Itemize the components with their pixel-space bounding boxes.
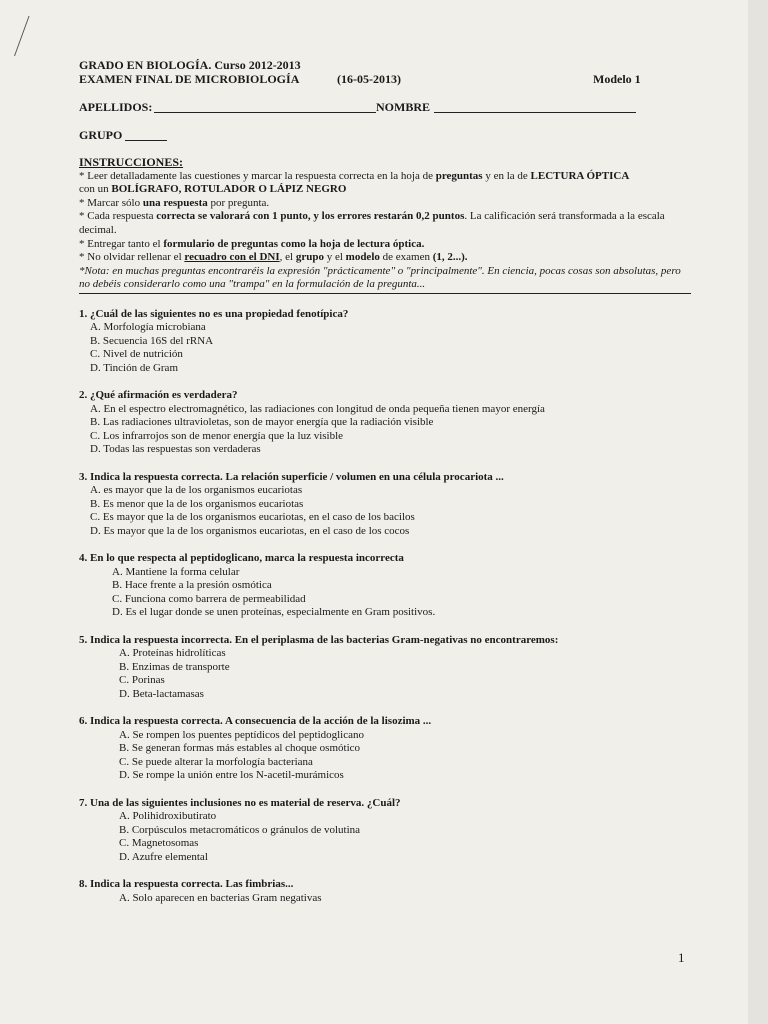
grupo-field[interactable]: [125, 140, 167, 141]
grupo-label: GRUPO: [79, 128, 123, 142]
exam-date: (16-05-2013): [337, 72, 401, 86]
answer-option[interactable]: A. es mayor que la de los organismos eucariotas: [90, 484, 303, 497]
divider-line: [79, 293, 691, 294]
answer-option[interactable]: C. Se puede alterar la morfología bacteriana: [119, 755, 313, 768]
question-6: [79, 715, 689, 783]
answer-option[interactable]: A. Se rompen los puentes peptídicos del peptidoglicano: [119, 728, 365, 741]
nombre-label: NOMBRE: [376, 100, 430, 114]
answer-option[interactable]: B. Hace frente a la presión osmótica: [112, 579, 272, 592]
answer-option[interactable]: D. Beta-lactamasas: [119, 687, 204, 700]
question-text: 2. ¿Qué afirmación es verdadera?: [79, 389, 238, 402]
instructions: [79, 156, 689, 292]
answer-option[interactable]: A. Morfología microbiana: [90, 321, 206, 334]
name-fields: [79, 100, 689, 116]
instruction-4: * Entregar tanto el formulario de preguntas como la hoja de lectura óptica.: [79, 237, 425, 250]
grupo-row: [79, 128, 689, 144]
answer-option[interactable]: A. Proteínas hidrolíticas: [119, 647, 226, 660]
apellidos-field[interactable]: [154, 112, 376, 113]
answer-option[interactable]: C. Es mayor que la de los organismos eucariotas, en el caso de los bacilos: [90, 511, 415, 524]
answer-option[interactable]: A. En el espectro electromagnético, las radiaciones con longitud de onda pequeña tienen mayor energía: [90, 402, 545, 415]
question-4: [79, 552, 689, 620]
instructions-note: *Nota: en muchas preguntas encontraréis la expresión "prácticamente" o "principalmente". En ciencia, pocas cosas son absolutas, pero no debéis considerarlo como una "trampa" en la formulación de la pregunta...: [79, 264, 681, 291]
instruction-2: * Marcar sólo una respuesta por pregunta.: [79, 196, 270, 209]
question-text: 4. En lo que respecta al peptidoglicano, marca la respuesta incorrecta: [79, 552, 404, 565]
answer-option[interactable]: D. Es el lugar donde se unen proteínas, especialmente en Gram positivos.: [112, 606, 436, 619]
header-line1: GRADO EN BIOLOGÍA. Curso 2012-2013: [79, 58, 301, 72]
question-8: [79, 878, 689, 905]
answer-option[interactable]: B. Secuencia 16S del rRNA: [90, 334, 214, 347]
answer-option[interactable]: B. Corpúsculos metacromáticos o gránulos de volutina: [119, 823, 361, 836]
answer-option[interactable]: D. Se rompe la unión entre los N-acetil-murámicos: [119, 769, 344, 782]
answer-option[interactable]: A. Mantiene la forma celular: [112, 565, 240, 578]
answer-option[interactable]: C. Funciona como barrera de permeabilidad: [112, 592, 306, 605]
answer-option[interactable]: C. Los infrarrojos son de menor energía que la luz visible: [90, 429, 344, 442]
question-text: 6. Indica la respuesta correcta. A consecuencia de la acción de la lisozima ...: [79, 715, 432, 728]
answer-option[interactable]: C. Porinas: [119, 674, 165, 687]
answer-option[interactable]: A. Solo aparecen en bacterias Gram negativas: [119, 891, 322, 904]
answer-option[interactable]: D. Es mayor que la de los organismos eucariotas, en el caso de los cocos: [90, 524, 410, 537]
question-text: 8. Indica la respuesta correcta. Las fimbrias...: [79, 878, 294, 891]
answer-option[interactable]: A. Polihidroxibutirato: [119, 810, 217, 823]
instruction-1: * Leer detalladamente las cuestiones y marcar la respuesta correcta en la hoja de preguntas y en la de LECTURA ÓPTICA con un BOLÍGRAFO, ROTULADOR O LÁPIZ NEGRO: [79, 169, 630, 196]
answer-option[interactable]: B. Enzimas de transporte: [119, 660, 230, 673]
instructions-title: INSTRUCCIONES:: [79, 155, 184, 169]
question-3: [79, 471, 689, 539]
answer-option[interactable]: C. Nivel de nutrición: [90, 348, 183, 361]
answer-option[interactable]: B. Las radiaciones ultravioletas, son de mayor energía que la radiación visible: [90, 416, 434, 429]
pen-mark: [14, 16, 70, 56]
nombre-field[interactable]: [434, 112, 636, 113]
question-1: [79, 308, 689, 376]
apellidos-label: APELLIDOS:: [79, 100, 153, 114]
answer-option[interactable]: D. Tinción de Gram: [90, 361, 178, 374]
exam-model: Modelo 1: [593, 72, 641, 86]
question-5: [79, 634, 689, 702]
answer-option[interactable]: B. Es menor que la de los organismos eucariotas: [90, 497, 304, 510]
exam-content: [79, 58, 689, 905]
question-text: 7. Una de las siguientes inclusiones no es material de reserva. ¿Cuál?: [79, 796, 401, 809]
answer-option[interactable]: D. Todas las respuestas son verdaderas: [90, 443, 261, 456]
header-line2: [79, 72, 689, 86]
question-text: 1. ¿Cuál de las siguientes no es una propiedad fenotípica?: [79, 307, 349, 320]
question-7: [79, 797, 689, 865]
exam-title: EXAMEN FINAL DE MICROBIOLOGÍA: [79, 72, 300, 86]
instruction-5: * No olvidar rellenar el recuadro con el DNI, el grupo y el modelo de examen (1, 2...).: [79, 251, 468, 264]
question-text: 5. Indica la respuesta incorrecta. En el periplasma de las bacterias Gram-negativas no encontraremos:: [79, 633, 559, 646]
question-2: [79, 389, 689, 457]
answer-option[interactable]: D. Azufre elemental: [119, 850, 208, 863]
answer-option[interactable]: B. Se generan formas más estables al choque osmótico: [119, 742, 361, 755]
instruction-3: * Cada respuesta correcta se valorará con 1 punto, y los errores restarán 0,2 puntos. La calificación será transformada a la escala decimal.: [79, 210, 665, 236]
answer-option[interactable]: C. Magnetosomas: [119, 837, 199, 850]
question-text: 3. Indica la respuesta correcta. La relación superficie / volumen en una célula procariota ...: [79, 470, 504, 483]
page-number: 1: [678, 950, 685, 965]
page-edge: [748, 0, 768, 1024]
